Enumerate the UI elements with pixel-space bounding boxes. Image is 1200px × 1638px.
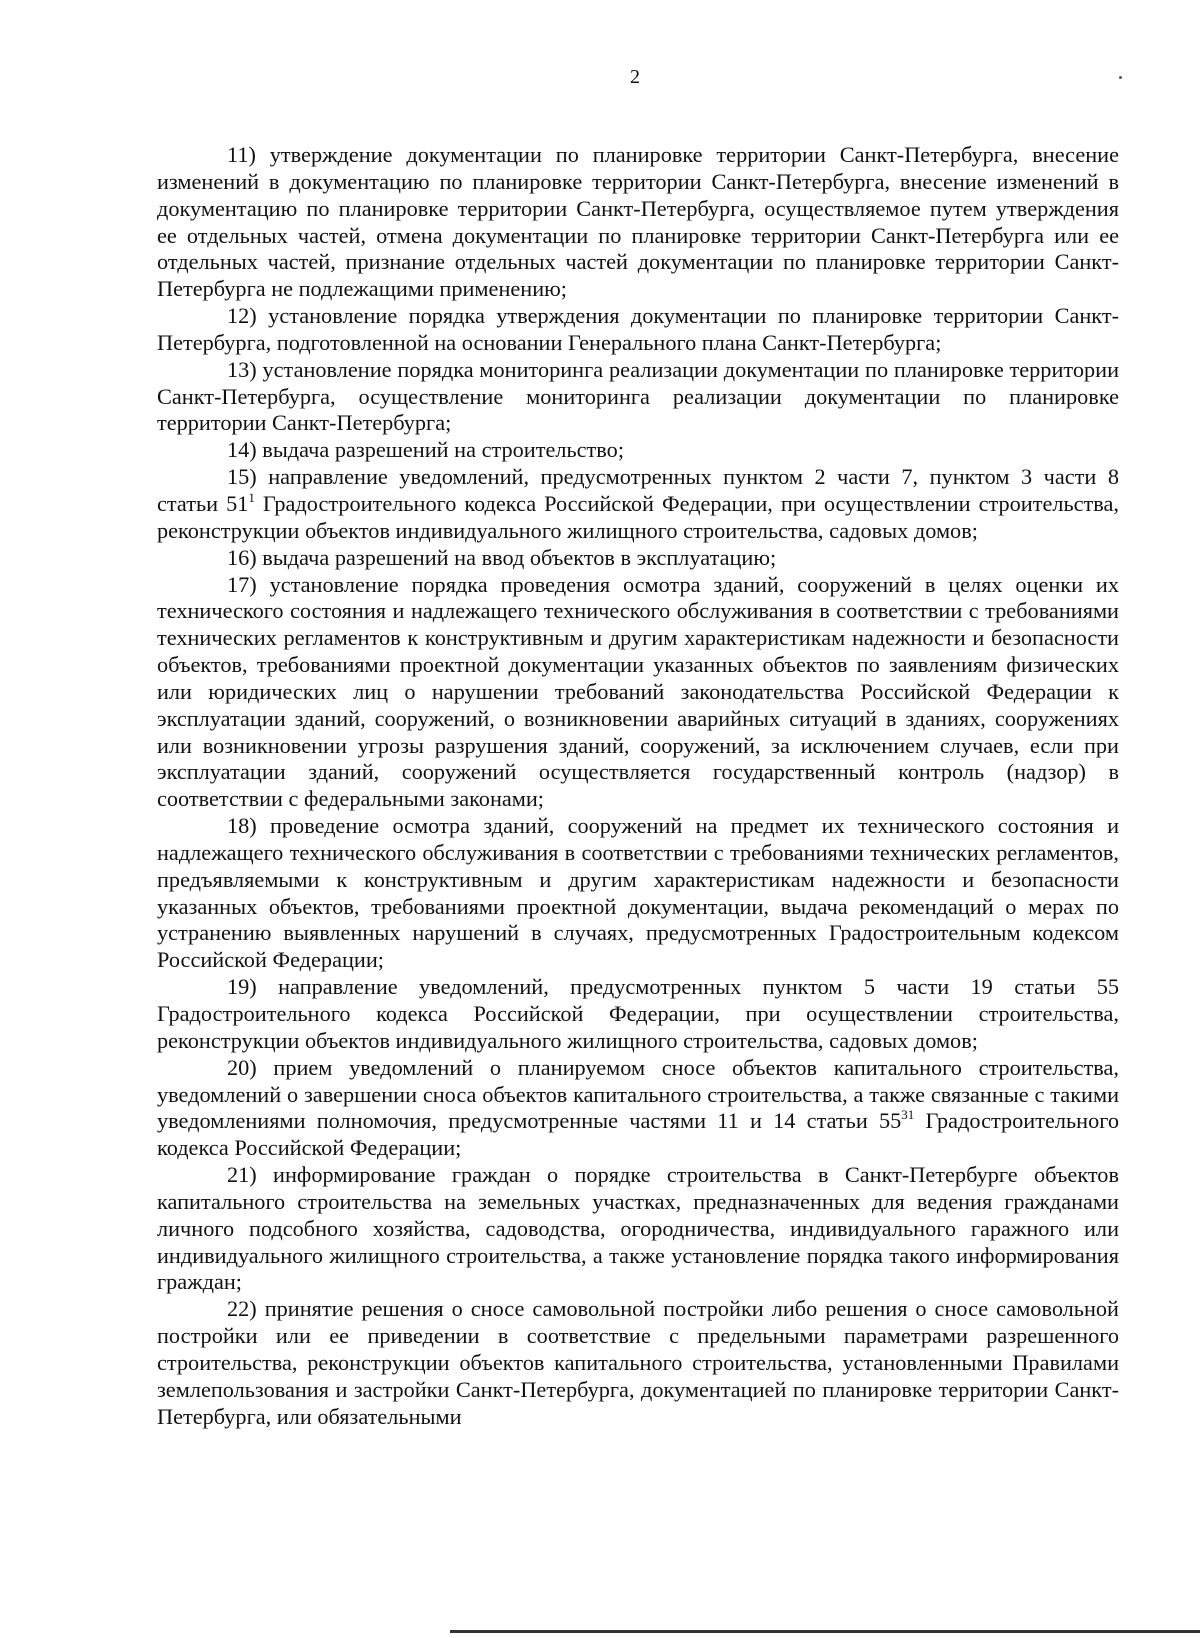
scan-bottom-edge bbox=[450, 1630, 1200, 1633]
paragraph-item-20 bbox=[157, 1055, 1119, 1162]
paragraph-item-15-text-before: 15) направление уведомлений, предусмотренных пунктом 2 части 7, пунктом 3 части 8 статьи 51 bbox=[157, 464, 1119, 516]
paragraph-item-21: 21) информирование граждан о порядке строительства в Санкт-Петербурге объектов капитального строительства на земельных участках, предназначенных для ведения гражданами личного подсобного хозяйства, садоводства, огородничества, индивидуального гаражного или индивидуального жилищного строительства, а также установление порядка такого информирования граждан; bbox=[157, 1162, 1119, 1295]
paragraph-item-12: 12) установление порядка утверждения документации по планировке территории Санкт-Петербурга, подготовленной на основании Генерального плана Санкт-Петербурга; bbox=[157, 303, 1119, 355]
paragraph-item-20-text-after: Градостроительного кодекса Российской Федерации; bbox=[157, 1108, 1119, 1161]
paragraph-item-22: 22) принятие решения о сносе самовольной постройки либо решения о сносе самовольной постройки или ее приведении в соответствие с предельными параметрами разрешенного строительства, реконструкции объектов капитального строительства, установленными Правилами землепользования и застройки Санкт-Петербурга, документацией по планировке территории Санкт-Петербурга, или обязательными bbox=[157, 1296, 1119, 1429]
paragraph-item-18: 18) проведение осмотра зданий, сооружений на предмет их технического состояния и надлежащего технического обслуживания в соответствии с требованиями технических регламентов, предъявляемыми к конструктивным и другим характеристикам надежности и безопасности указанных объектов, требованиями проектной документации, выдача рекомендаций о мерах по устранению выявленных нарушений в случаях, предусмотренных Градостроительным кодексом Российской Федерации; bbox=[157, 813, 1119, 973]
paragraph-item-16: 16) выдача разрешений на ввод объектов в эксплуатацию; bbox=[227, 544, 777, 570]
paragraph-item-13: 13) установление порядка мониторинга реализации документации по планировке территории Санкт-Петербурга, осуществление мониторинга реализации документации по планировке территории Санкт-Петербурга; bbox=[157, 356, 1119, 436]
paragraph-item-19: 19) направление уведомлений, предусмотренных пунктом 5 части 19 статьи 55 Градостроительного кодекса Российской Федерации, при осуществлении строительства, реконструкции объектов индивидуального жилищного строительства, садовых домов; bbox=[157, 974, 1119, 1053]
paragraph-item-15-text-after: Градостроительного кодекса Российской Федерации, при осуществлении строительства, реконструкции объектов индивидуального жилищного строительства, садовых домов; bbox=[157, 490, 1120, 543]
paragraph-item-11: 11) утверждение документации по планировке территории Санкт-Петербурга, внесение изменений в документацию по планировке территории Санкт-Петербурга, внесение изменений в документацию по планировке территории Санкт-Петербурга, осуществляемое путем утверждения ее отдельных частей, отмена документации по планировке территории Санкт-Петербурга или ее отдельных частей, признание отдельных частей документации по планировке территории Санкт-Петербурга не подлежащими применению; bbox=[157, 142, 1119, 302]
paragraph-item-14: 14) выдача разрешений на строительство; bbox=[227, 437, 625, 463]
superscript-51-1: 1 bbox=[248, 489, 255, 505]
superscript-55-31: 31 bbox=[901, 1107, 915, 1123]
paragraph-item-15 bbox=[157, 464, 1119, 545]
paragraph-item-20-text-before: 20) прием уведомлений о планируемом сносе объектов капитального строительства, уведомлений о завершении сноса объектов капитального строительства, а также связанные с такими уведомлениями полномочия, предусмотренные частями 11 и 14 статьи 55 bbox=[157, 1054, 1119, 1134]
page-number: 2 bbox=[630, 66, 640, 88]
document-body bbox=[157, 142, 1119, 1431]
paragraph-item-17: 17) установление порядка проведения осмотра зданий, сооружений в целях оценки их технического состояния и надлежащего технического обслуживания в соответствии с требованиями технических регламентов к конструктивным и другим характеристикам надежности и безопасности объектов, требованиями проектной документации указанных объектов по заявлениям физических или юридических лиц о нарушении требований законодательства Российской Федерации к эксплуатации зданий, сооружений, о возникновении аварийных ситуаций в зданиях, сооружениях или возникновении угрозы разрушения зданий, сооружений, за исключением случаев, если при эксплуатации зданий, сооружений осуществляется государственный контроль (надзор) в соответствии с федеральными законами; bbox=[157, 571, 1119, 812]
